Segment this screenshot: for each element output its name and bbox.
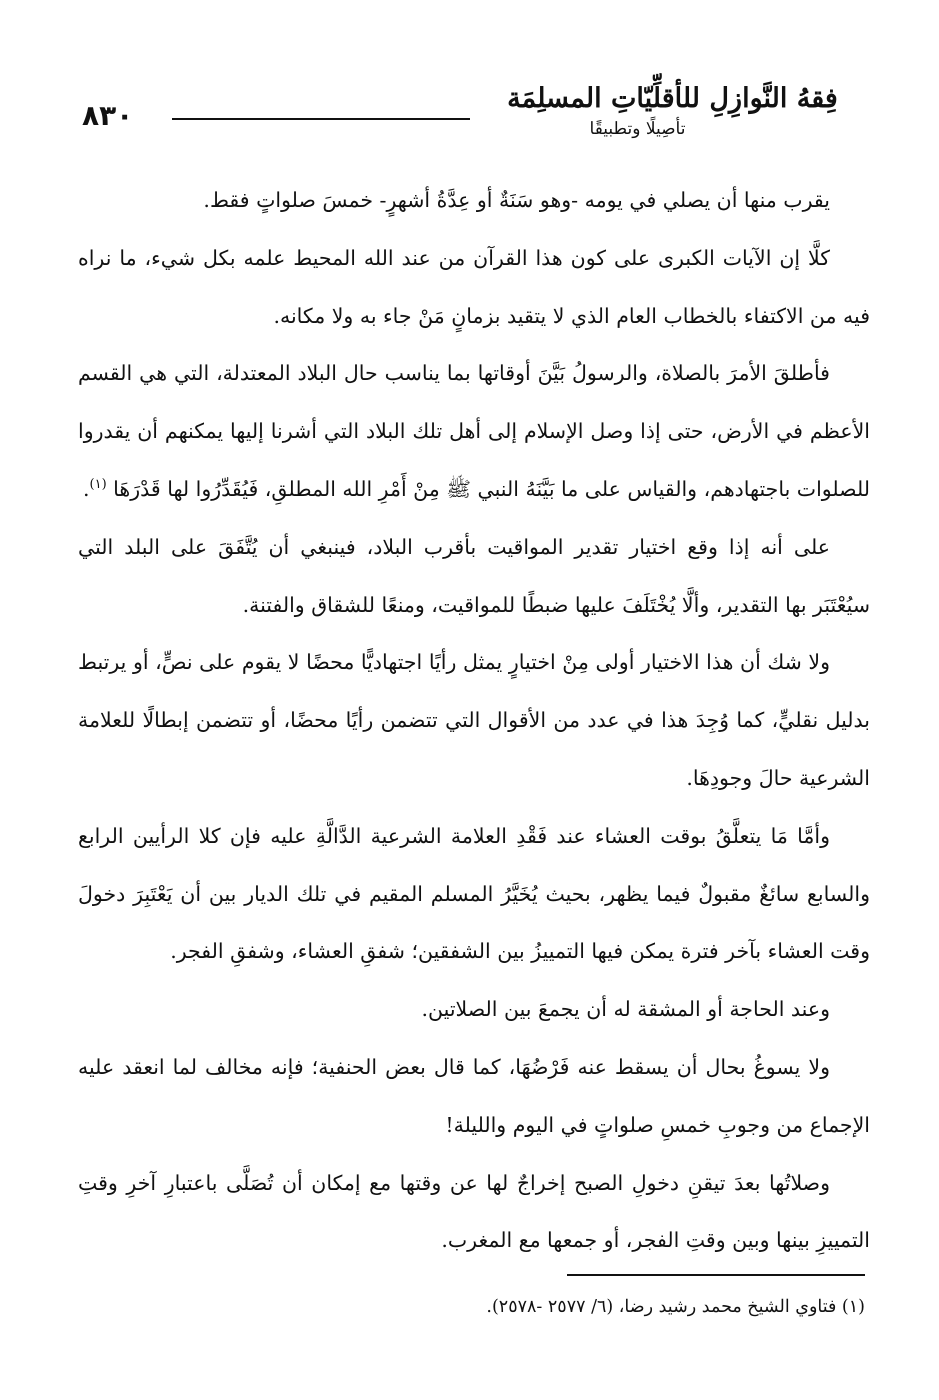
paragraph: وأمَّا مَا يتعلَّقُ بوقت العشاء عند فَقْدِ العلامة الشرعية الدَّالَّةِ عليه فإن كلا الرأيين الرابع والسابع سائغٌ مقبولٌ فيما يظهر، بحيث يُخَيَّرُ المسلم المقيم في تلك الديار بين أن يَعْتَبِرَ دخولَ وقت العشاء بآخر فترة يمكن فيها التمييزُ بين الشفقين؛ شفقِ العشاء، وشفقِ الفجر. xyxy=(78,823,870,964)
paragraph: ولا شك أن هذا الاختيار أولى مِنْ اختيارٍ يمثل رأيًا اجتهاديًّا محضًا لا يقوم على نصٍّ، أو يرتبط بدليل نقليٍّ، كما وُجِدَ هذا في عدد من الأقوال التي تتضمن رأيًا محضًا، أو تتضمن إبطالًا للعلامة الشرعية حالَ وجودِهَا. xyxy=(78,650,870,790)
book-title: فِقهُ النَّوازِلِ للأقلِّيّاتِ المسلِمَة xyxy=(507,83,838,114)
running-header xyxy=(80,78,870,158)
footnote-separator xyxy=(567,1274,865,1276)
main-text xyxy=(78,172,870,1270)
paragraph: ولا يسوغُ بحال أن يسقط عنه فَرْضُهَا، كما قال بعض الحنفية؛ فإنه مخالف لما انعقد عليه الإجماع من وجوبِ خمسِ صلواتٍ في اليوم والليلة! xyxy=(78,1054,870,1137)
paragraph: يقرب منها أن يصلي في يومه -وهو سَنَةٌ أو عِدَّةُ أشهرٍ- خمسَ صلواتٍ فقط. xyxy=(203,188,830,212)
page-number: ٨٣٠ xyxy=(82,99,134,132)
paragraph: وعند الحاجة أو المشقة له أن يجمعَ بين الصلاتين. xyxy=(421,997,830,1022)
header-rule xyxy=(172,118,470,120)
footnote-reference: (١) xyxy=(89,477,107,493)
paragraph: فأطلقَ الأمرَ بالصلاة، والرسولُ بَيَّنَ أوقاتها بما يناسب حال البلاد المعتدلة، التي هي القسم الأعظم في الأرض، حتى إذا وصل الإسلام إلى أهل تلك البلاد التي أشرنا إليها يمكنهم أن يقدروا للصلوات باجتهادهم، والقياس على ما بَيَّنَهُ النبي ﷺ مِنْ أَمْرِ الله المطلقِ، فَيُقَدِّرُوا لها قَدْرَهَا $^{(١)}$. xyxy=(78,361,870,501)
footnote: (١) فتاوي الشيخ محمد رشيد رضا، (٦/ ٢٥٧٧ -٢٥٧٨). xyxy=(486,1297,865,1317)
paragraph: على أنه إذا وقع اختيار تقدير المواقيت بأقرب البلاد، فينبغي أن يُتَّفَقَ على البلد التي سيُعْتَبَر بها التقدير، وألَّا يُخْتَلَفَ عليها ضبطًا للمواقيت، ومنعًا للشقاق والفتنة. xyxy=(78,534,870,617)
book-subtitle: تأصِيلًا وتطبيقًا xyxy=(589,119,686,139)
paragraph: وصلاتُها بعدَ تيقنِ دخولِ الصبح إخراجٌ لها عن وقتها مع إمكان أن تُصَلَّى باعتبارِ آخرِ وقتِ التمييزِ بينها وبين وقتِ الفجر، أو جمعها مع المغرب. xyxy=(78,1170,870,1253)
book-title-block xyxy=(475,78,870,158)
paragraph: كلَّا إن الآيات الكبرى على كون هذا القرآن من عند الله المحيط علمه بكل شيء، ما نراه فيه من الاكتفاء بالخطاب العام الذي لا يتقيد بزمانٍ مَنْ جاء به ولا مكانه. xyxy=(78,245,870,328)
paragraph-text: فأطلقَ الأمرَ بالصلاة، والرسولُ بَيَّنَ أوقاتها بما يناسب حال البلاد المعتدلة، التي هي القسم الأعظم في الأرض، حتى إذا وصل الإسلام إلى أهل تلك البلاد التي أشرنا إليها يمكنهم أن يقدروا للصلوات باجتهادهم، والقياس على ما بَيَّنَهُ النبي ﷺ مِنْ أَمْرِ الله المطلقِ، فَيُقَدِّرُوا لها قَدْرَهَا xyxy=(78,361,870,501)
